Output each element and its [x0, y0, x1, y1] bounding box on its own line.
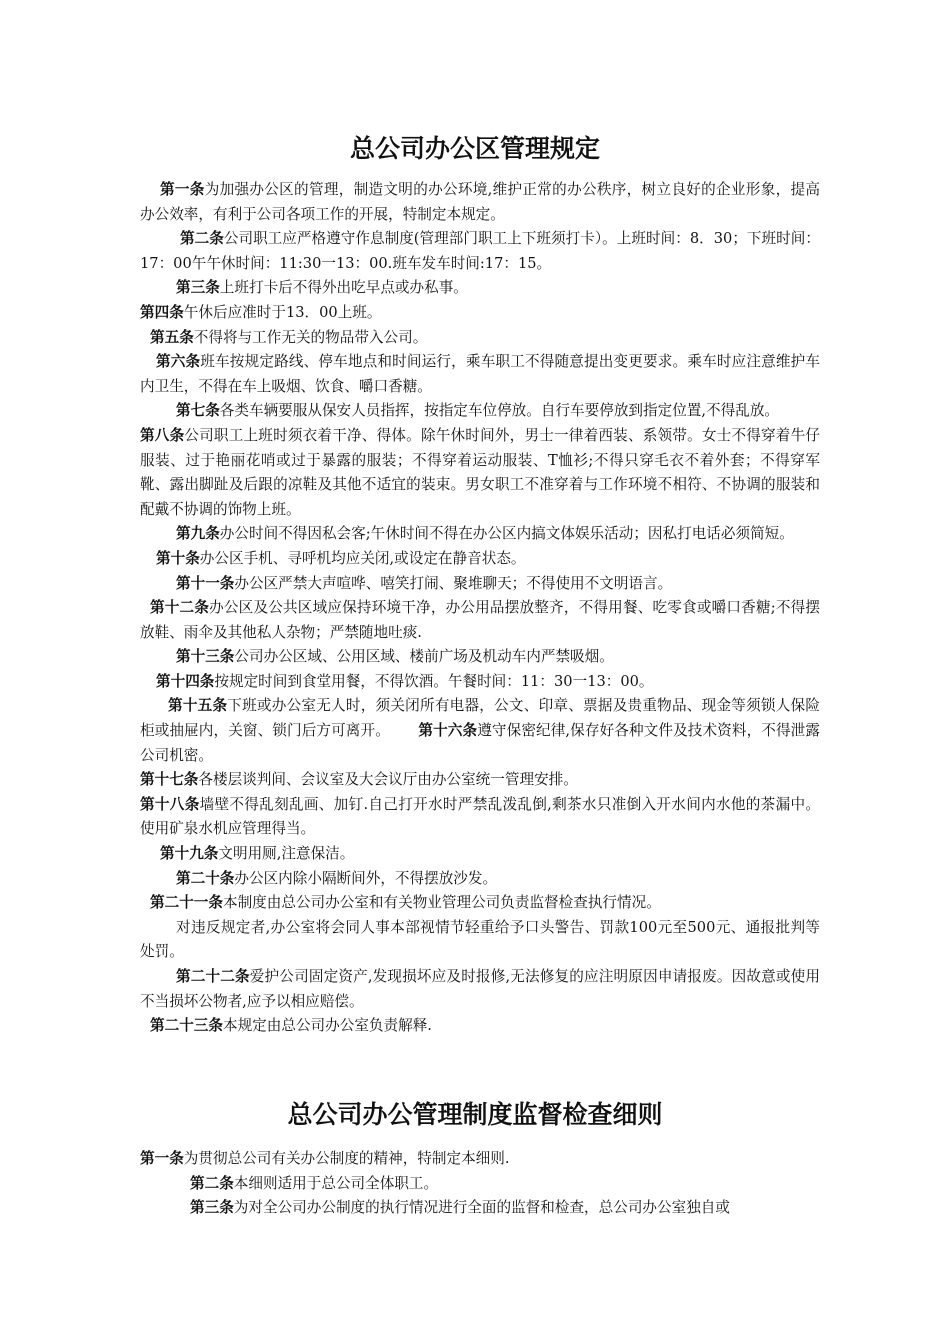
article-heading: 第二十一条 [150, 894, 223, 912]
article-heading: 第二十三条 [150, 1017, 223, 1035]
article-text: 为贯彻总公司有关办公制度的精神，特制定本细则. [183, 1150, 510, 1167]
article-text: 办公区内除小隔断间外，不得摆放沙发。 [234, 869, 498, 887]
rule-2 [140, 1172, 820, 1197]
article-12 [140, 596, 820, 645]
article-heading: 第十条 [156, 549, 200, 567]
article-text: 爱护公司固定资产,发现损坏应及时报修,无法修复的应注明原因申请报废。因故意或使用不当损坏公物者,应予以相应赔偿。 [140, 968, 820, 1010]
article-heading: 第十七条 [140, 771, 199, 789]
article-text: 本制度由总公司办公室和有关物业管理公司负责监督检查执行情况。 [222, 894, 661, 912]
article-5 [140, 326, 820, 351]
article-2 [140, 227, 820, 276]
article-text: 下班或办公室无人时，须关闭所有电器，公文、印章、票据及贵重物品、现金等须锁人保险柜或抽屉内，关窗、锁门后方可离开。 [140, 697, 820, 740]
article-heading: 第二条 [190, 1174, 234, 1192]
article-3 [140, 276, 820, 301]
article-text: 办公区手机、寻呼机均应关闭,或设定在静音状态。 [199, 549, 526, 567]
article-heading: 第十三条 [176, 648, 235, 666]
article-14 [140, 670, 820, 695]
article-heading: 第十六条 [418, 722, 478, 740]
article-text: 办公时间不得因私会客;午休时间不得在办公区内搞文体娱乐活动；因私打电话必须简短。 [219, 525, 794, 543]
article-19 [140, 842, 820, 867]
article-21 [140, 891, 820, 916]
article-9 [140, 522, 820, 547]
article-heading: 第七条 [176, 402, 220, 420]
article-20 [140, 867, 820, 892]
article-11 [140, 572, 820, 597]
article-6 [140, 350, 820, 399]
article-heading: 第十二条 [150, 599, 210, 617]
article-text: 为加强办公区的管理，制造文明的办公环境,维护正常的办公秩序，树立良好的企业形象，提高办公效率，有利于公司各项工作的开展，特制定本规定。 [140, 181, 820, 223]
article-text: 公司办公区域、公用区域、楼前广场及机动车内严禁吸烟。 [234, 648, 614, 666]
article-23 [140, 1014, 820, 1039]
article-heading: 第四条 [140, 303, 184, 321]
article-18 [140, 793, 820, 842]
article-text: 不得将与工作无关的物品带入公司。 [193, 328, 428, 346]
article-text: 本细则适用于总公司全体职工。 [233, 1174, 439, 1192]
article-text: 本规定由总公司办公室负责解释. [222, 1017, 432, 1035]
article-22 [140, 965, 820, 1014]
article-text: 午休后应准时于13．00上班。 [183, 303, 382, 321]
article-text: 遵守保密纪律,保存好各种文件及技术资料，不得泄露公司机密。 [140, 722, 820, 764]
article-text: 各楼层谈判间、会议室及大会议厅由办公室统一管理安排。 [198, 771, 578, 789]
article-text: 上班打卡后不得外出吃早点或办私事。 [219, 279, 468, 297]
article-text: 办公区严禁大声喧哗、嘻笑打闹、聚堆聊天；不得使用不文明语言。 [234, 574, 673, 592]
rule-1 [140, 1147, 820, 1172]
article-heading: 第一条 [140, 1150, 184, 1167]
article-heading: 第十五条 [168, 697, 228, 715]
article-1 [140, 178, 820, 227]
article-heading: 第十一条 [176, 574, 235, 592]
inspection-rules-body [140, 1147, 820, 1221]
article-text: 班车按规定路线、停车地点和时间运行，乘车职工不得随意提出变更要求。乘车时应注意维护车内卫生，不得在车上吸烟、饮食、嚼口香糖。 [140, 353, 820, 395]
article-7 [140, 399, 820, 424]
article-heading: 第五条 [150, 328, 194, 346]
rule-3 [140, 1196, 820, 1221]
article-heading: 第一条 [160, 181, 205, 198]
article-text: 墙壁不得乱刻乱画、加钉.自己打开水时严禁乱泼乱倒,剩茶水只准倒入开水间内水他的茶漏中。使用矿泉水机应管理得当。 [140, 795, 820, 838]
article-heading: 第六条 [156, 353, 201, 371]
regulation-body [140, 178, 820, 1039]
article-heading: 第十八条 [140, 795, 200, 813]
article-text: 为对全公司办公制度的执行情况进行全面的监督和检查，总公司办公室独自或 [233, 1199, 730, 1217]
article-heading: 第十九条 [160, 845, 219, 863]
article-text: 办公区及公共区域应保持环境干净，办公用品摆放整齐，不得用餐、吃零食或嚼口香糖;不得摆放鞋、雨伞及其他私人杂物；严禁随地吐痰. [140, 599, 820, 641]
article-text: 公司职工应严格遵守作息制度(管理部门职工上下班须打卡）。上班时间：8．30；下班时间：17：00午午休时间：11:30一13：00.班车发车时间:17：15。 [140, 230, 820, 272]
article-heading: 第二十条 [176, 869, 235, 887]
article-heading: 第十四条 [156, 672, 215, 690]
article-15-16 [140, 694, 820, 768]
section-title: 总公司办公管理制度监督检查细则 [287, 1100, 663, 1129]
article-10 [140, 547, 820, 572]
article-heading: 第二十二条 [176, 968, 250, 985]
article-text: 各类车辆要服从保安人员指挥，按指定车位停放。自行车要停放到指定位置,不得乱放。 [219, 402, 780, 420]
article-text: 文明用厕,注意保洁。 [218, 845, 355, 863]
article-8 [140, 424, 820, 522]
article-4 [140, 301, 820, 326]
article-heading: 第八条 [140, 426, 185, 444]
article-13 [140, 645, 820, 670]
article-17 [140, 768, 820, 793]
article-text: 对违反规定者,办公室将会同人事本部视情节轻重给予口头警告、罚款100元至500元、通报批判等处罚。 [140, 918, 820, 961]
article-heading: 第九条 [176, 525, 220, 543]
article-heading: 第三条 [190, 1199, 234, 1217]
penalty-clause [140, 916, 820, 965]
article-heading: 第三条 [176, 279, 220, 297]
article-text: 按规定时间到食堂用餐，不得饮酒。午餐时间：11：30一13：00。 [214, 672, 654, 690]
article-heading: 第二条 [180, 230, 224, 248]
article-text: 公司职工上班时须衣着干净、得体。除午休时间外，男士一律着西装、系领带。女士不得穿着牛仔服装、过于艳丽花哨或过于暴露的服装；不得穿着运动服装、T恤衫;不得只穿毛衣不着外套；不得穿军靴、露出脚趾及后跟的凉鞋及其他不适宜的装束。男女职工不准穿着与工作环境不相符、不协调的服装和配戴不协调的饰物上班。 [140, 426, 820, 518]
page-title: 总公司办公区管理规定 [349, 134, 600, 163]
